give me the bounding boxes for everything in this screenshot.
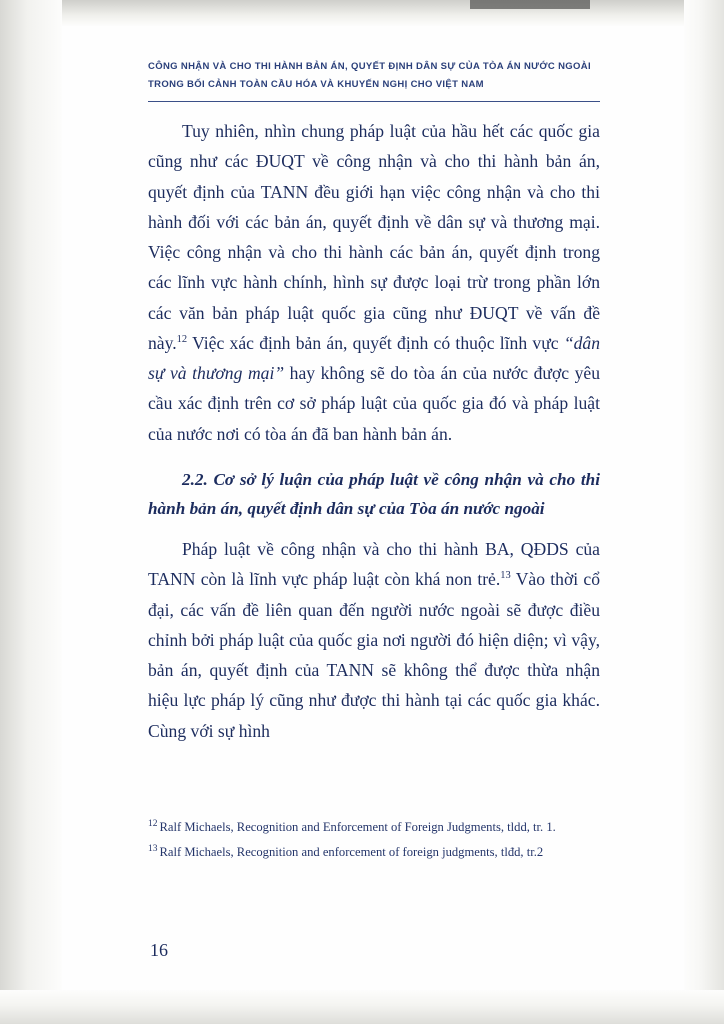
page-content (148, 58, 600, 746)
paragraph-1-text-b: Việc xác định bản án, quyết định có thuộc lĩnh vực (187, 332, 564, 353)
section-heading-2-2: 2.2. Cơ sở lý luận của pháp luật về công nhận và cho thi hành bản án, quyết định dân sự của Tòa án nước ngoài (148, 469, 600, 519)
footnote-area (148, 818, 600, 864)
paragraph-1-text-a: Tuy nhiên, nhìn chung pháp luật của hầu hết các quốc gia cũng như các ĐUQT về công nhận và cho thi hành bản án, quyết định của TANN đều giới hạn việc công nhận và cho thi hành đối với các bản án, quyết định về dân sự và thương mại. Việc công nhận và cho thi hành các bản án, quyết định trong các lĩnh vực hành chính, hình sự được loại trừ trong phần lớn các văn bản pháp luật quốc gia cũng như ĐUQT về vấn đề này. (148, 121, 600, 353)
scan-edge-right (684, 0, 724, 1024)
scan-edge-left (0, 0, 62, 1024)
paragraph-limitation-scope (148, 116, 600, 449)
footnote-item (148, 818, 600, 837)
scan-edge-bottom (0, 990, 724, 1024)
footnote-ref-13: 13 (500, 570, 511, 582)
header-divider (148, 101, 600, 102)
footnote-marker: 13 (148, 843, 158, 854)
footnote-text: Ralf Michaels, Recognition and enforcement of foreign judgments, tlđd, tr.2 (159, 844, 544, 859)
running-head (148, 58, 600, 93)
paragraph-1-text-c: hay không sẽ do tòa án của nước được yêu cầu xác định trên cơ sở pháp luật của quốc gia đó và pháp luật của nước nơi có tòa án đã ban hành bản án. (148, 363, 600, 444)
running-head-line-1: CÔNG NHẬN VÀ CHO THI HÀNH BẢN ÁN, QUYẾT ĐỊNH DÂN SỰ CỦA TÒA ÁN NƯỚC NGOÀI (148, 61, 591, 72)
paragraph-2-text-b: Vào thời cổ đại, các vấn đề liên quan đến người nước ngoài sẽ được điều chỉnh bởi pháp luật của quốc gia nơi người đó hiện diện; vì vậy, bản án, quyết định của TANN sẽ không thể được thừa nhận hiệu lực pháp lý cũng như được thi hành tại các quốc gia khác. Cùng với sự hình (148, 569, 600, 741)
footnote-ref-12: 12 (176, 334, 188, 346)
paragraph-2-text-a: Pháp luật về công nhận và cho thi hành BA, QĐDS của TANN còn là lĩnh vực pháp luật còn khá non trẻ. (148, 539, 600, 590)
footnote-item (148, 843, 600, 862)
footnote-text: Ralf Michaels, Recognition and Enforcement of Foreign Judgments, tldd, tr. 1. (159, 820, 556, 834)
scan-artifact-mark (470, 0, 590, 9)
page-number: 16 (150, 940, 168, 960)
running-head-line-2: TRONG BỐI CẢNH TOÀN CẦU HÓA VÀ KHUYẾN NGHỊ CHO VIỆT NAM (148, 78, 484, 90)
paragraph-1-quoted-term: “dân sự và thương mại” (148, 332, 600, 384)
footnote-marker: 12 (148, 818, 158, 829)
scan-edge-top (0, 0, 724, 26)
paragraph-theoretical-basis (148, 534, 600, 746)
